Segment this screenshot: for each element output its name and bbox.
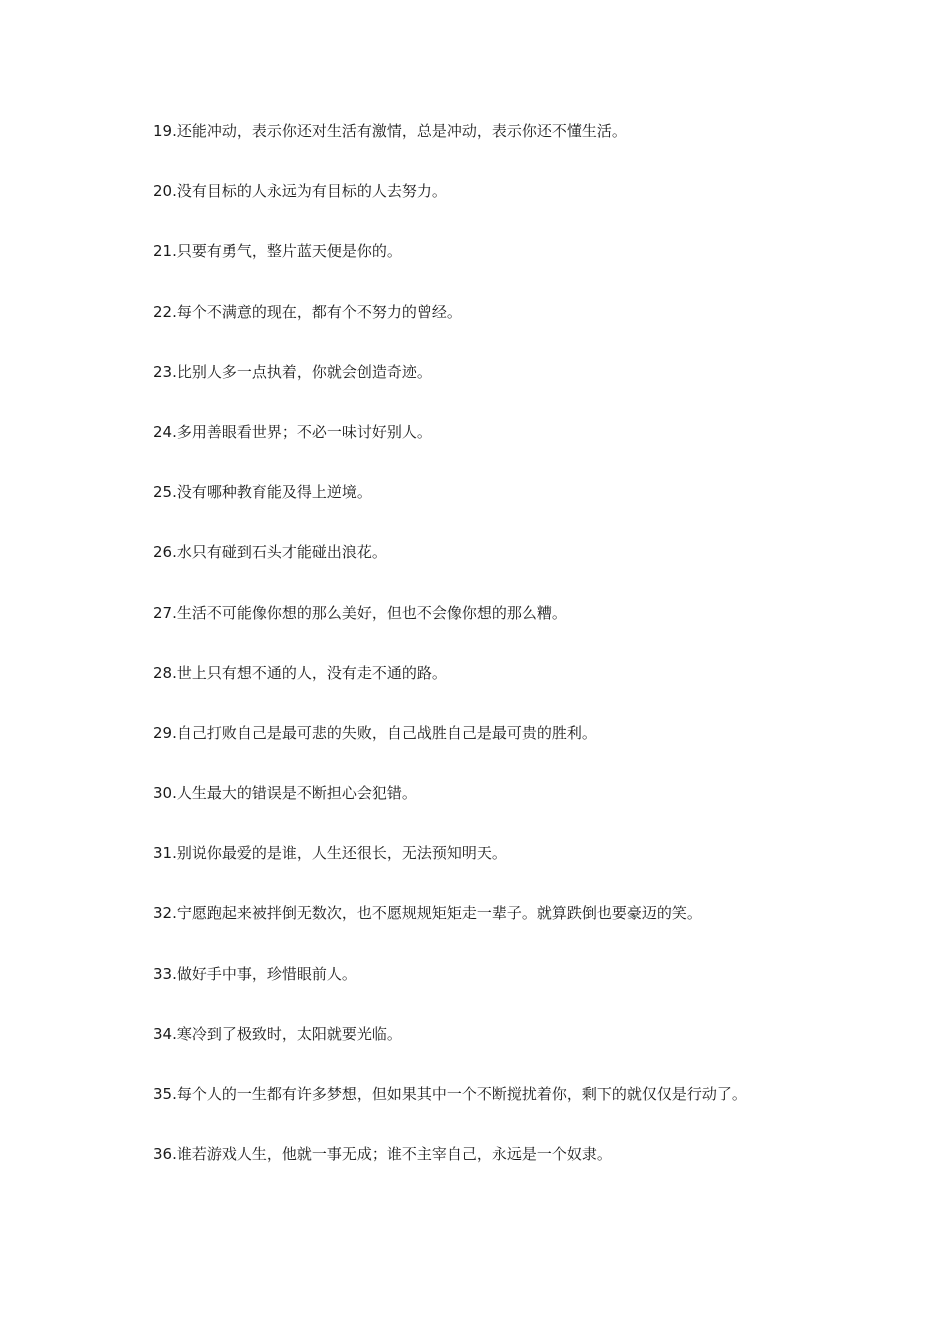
quote-27: 27.生活不可能像你想的那么美好，但也不会像你想的那么糟。 — [153, 603, 567, 622]
quote-22: 22.每个不满意的现在，都有个不努力的曾经。 — [153, 302, 462, 321]
quote-24: 24.多用善眼看世界；不必一味讨好别人。 — [153, 422, 432, 441]
quote-36: 36.谁若游戏人生，他就一事无成；谁不主宰自己，永远是一个奴隶。 — [153, 1145, 612, 1164]
quote-21: 21.只要有勇气，整片蓝天便是你的。 — [153, 242, 402, 261]
quote-19: 19.还能冲动，表示你还对生活有激情，总是冲动，表示你还不懂生活。 — [153, 122, 627, 140]
quote-23: 23.比别人多一点执着，你就会创造奇迹。 — [153, 362, 432, 381]
quote-33: 33.做好手中事，珍惜眼前人。 — [153, 964, 357, 983]
quote-32: 32.宁愿跑起来被拌倒无数次，也不愿规规矩矩走一辈子。就算跌倒也要豪迈的笑。 — [153, 904, 702, 923]
quote-25: 25.没有哪种教育能及得上逆境。 — [153, 483, 372, 502]
quote-28: 28.世上只有想不通的人，没有走不通的路。 — [153, 663, 447, 682]
quote-31: 31.别说你最爱的是谁，人生还很长，无法预知明天。 — [153, 844, 507, 863]
quote-26: 26.水只有碰到石头才能碰出浪花。 — [153, 543, 387, 562]
quote-20: 20.没有目标的人永远为有目标的人去努力。 — [153, 182, 447, 201]
quote-35: 35.每个人的一生都有许多梦想，但如果其中一个不断搅扰着你，剩下的就仅仅是行动了。 — [153, 1085, 747, 1103]
quote-34: 34.寒冷到了极致时，太阳就要光临。 — [153, 1024, 402, 1043]
quote-30: 30.人生最大的错误是不断担心会犯错。 — [153, 784, 417, 803]
quote-29: 29.自己打败自己是最可悲的失败，自己战胜自己是最可贵的胜利。 — [153, 723, 597, 742]
quote-list — [153, 118, 833, 1201]
